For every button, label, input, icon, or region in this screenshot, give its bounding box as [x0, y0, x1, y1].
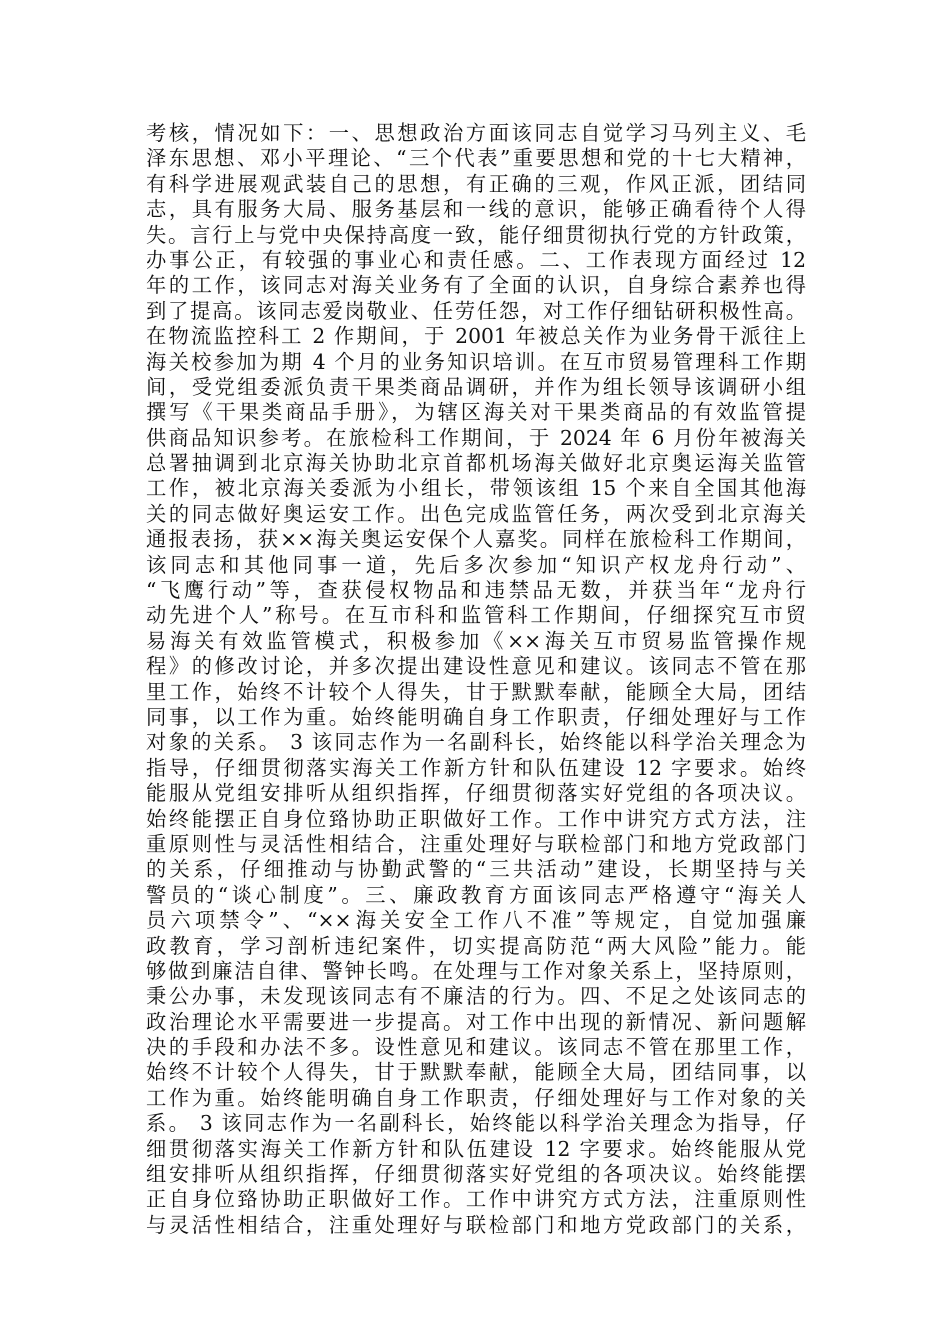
- text-line: 秉公办事，未发现该同志有不廉洁的行为。四、不足之处该同志的: [146, 984, 806, 1009]
- text-line: 易海关有效监管模式，积极参加《××海关互市贸易监管操作规: [146, 628, 806, 653]
- text-line: 政治理论水平需要进一步提高。对工作中出现的新情况、新问题解: [146, 1009, 806, 1034]
- text-line: 间，受党组委派负责干果类商品调研，并作为组长领导该调研小组: [146, 374, 806, 399]
- text-line: 决的手段和办法不多。设性意见和建议。该同志不管在那里工作，: [146, 1035, 806, 1060]
- text-line: 泽东思想、邓小平理论、“三个代表”重要思想和党的十七大精神，: [146, 146, 806, 171]
- text-line: 工作，被北京海关委派为小组长，带领该组 15 个来自全国其他海: [146, 476, 806, 501]
- text-line: 年的工作，该同志对海关业务有了全面的认识，自身综合素养也得: [146, 273, 806, 298]
- text-line: 与灵活性相结合，注重处理好与联检部门和地方党政部门的关系，: [146, 1212, 806, 1237]
- text-line: 总署抽调到北京海关协助北京首都机场海关做好北京奥运海关监管: [146, 451, 806, 476]
- text-line: 在物流监控科工 2 作期间，于 2001 年被总关作为业务骨干派往上: [146, 324, 806, 349]
- text-line: 该同志和其他同事一道，先后多次参加“知识产权龙舟行动”、: [146, 552, 806, 577]
- text-line: 动先进个人”称号。在互市科和监管科工作期间，仔细探究互市贸: [146, 603, 806, 628]
- text-line: 里工作，始终不计较个人得失，甘于默默奉献，能顾全大局，团结: [146, 679, 806, 704]
- text-line: 够做到廉洁自律、警钟长鸣。在处理与工作对象关系上，坚持原则，: [146, 958, 806, 983]
- text-line: 有科学进展观武装自己的思想，有正确的三观，作风正派，团结同: [146, 171, 806, 196]
- text-line: 指导，仔细贯彻落实海关工作新方针和队伍建设 12 字要求。始终: [146, 755, 806, 780]
- text-line: 海关校参加为期 4 个月的业务知识培训。在互市贸易管理科工作期: [146, 349, 806, 374]
- text-line: 关的同志做好奥运安工作。出色完成监管任务，两次受到北京海关: [146, 501, 806, 526]
- text-line: 撰写《干果类商品手册》，为辖区海关对干果类商品的有效监管提: [146, 400, 806, 425]
- text-line: 始终能摆正自身位臵协助正职做好工作。工作中讲究方式方法，注: [146, 806, 806, 831]
- text-line: 重原则性与灵活性相结合，注重处理好与联检部门和地方党政部门: [146, 831, 806, 856]
- text-line: 员六项禁令”、“××海关安全工作八不准”等规定，自觉加强廉: [146, 908, 806, 933]
- text-line: 细贯彻落实海关工作新方针和队伍建设 12 字要求。始终能服从党: [146, 1136, 806, 1161]
- text-line: 到了提高。该同志爱岗敬业、任劳任怨，对工作仔细钻研积极性高。: [146, 298, 806, 323]
- text-line: 组安排听从组织指挥，仔细贯彻落实好党组的各项决议。始终能摆: [146, 1162, 806, 1187]
- text-line: 程》的修改讨论，并多次提出建设性意见和建议。该同志不管在那: [146, 654, 806, 679]
- text-line: 办事公正，有较强的事业心和责任感。二、工作表现方面经过 12: [146, 247, 806, 272]
- text-line: 同事，以工作为重。始终能明确自身工作职责，仔细处理好与工作: [146, 704, 806, 729]
- text-line: 始终不计较个人得失，甘于默默奉献，能顾全大局，团结同事，以: [146, 1060, 806, 1085]
- text-line: 工作为重。始终能明确自身工作职责，仔细处理好与工作对象的关: [146, 1085, 806, 1110]
- text-line: 考核，情况如下：一、思想政治方面该同志自觉学习马列主义、毛: [146, 121, 806, 145]
- text-line: 对象的关系。 3 该同志作为一名副科长，始终能以科学治关理念为: [146, 730, 806, 755]
- text-line: 通报表扬，获××海关奥运安保个人嘉奖。同样在旅检科工作期间，: [146, 527, 806, 552]
- text-line: 的关系，仔细推动与协勤武警的“三共活动”建设，长期坚持与关: [146, 857, 806, 882]
- text-line: 志，具有服务大局、服务基层和一线的意识，能够正确看待个人得: [146, 197, 806, 222]
- body-text: [146, 121, 806, 1238]
- text-line: “飞鹰行动”等，查获侵权物品和违禁品无数，并获当年“龙舟行: [146, 578, 806, 603]
- text-line: 正自身位臵协助正职做好工作。工作中讲究方式方法，注重原则性: [146, 1187, 806, 1212]
- text-line: 失。言行上与党中央保持高度一致，能仔细贯彻执行党的方针政策，: [146, 222, 806, 247]
- text-line: 警员的“谈心制度”。三、廉政教育方面该同志严格遵守“海关人: [146, 882, 806, 907]
- text-line: 政教育，学习剖析违纪案件，切实提高防范“两大风险”能力。能: [146, 933, 806, 958]
- text-line: 供商品知识参考。在旅检科工作期间，于 2024 年 6 月份年被海关: [146, 425, 806, 450]
- text-line: 能服从党组安排听从组织指挥，仔细贯彻落实好党组的各项决议。: [146, 781, 806, 806]
- text-line: 系。 3 该同志作为一名副科长，始终能以科学治关理念为指导，仔: [146, 1111, 806, 1136]
